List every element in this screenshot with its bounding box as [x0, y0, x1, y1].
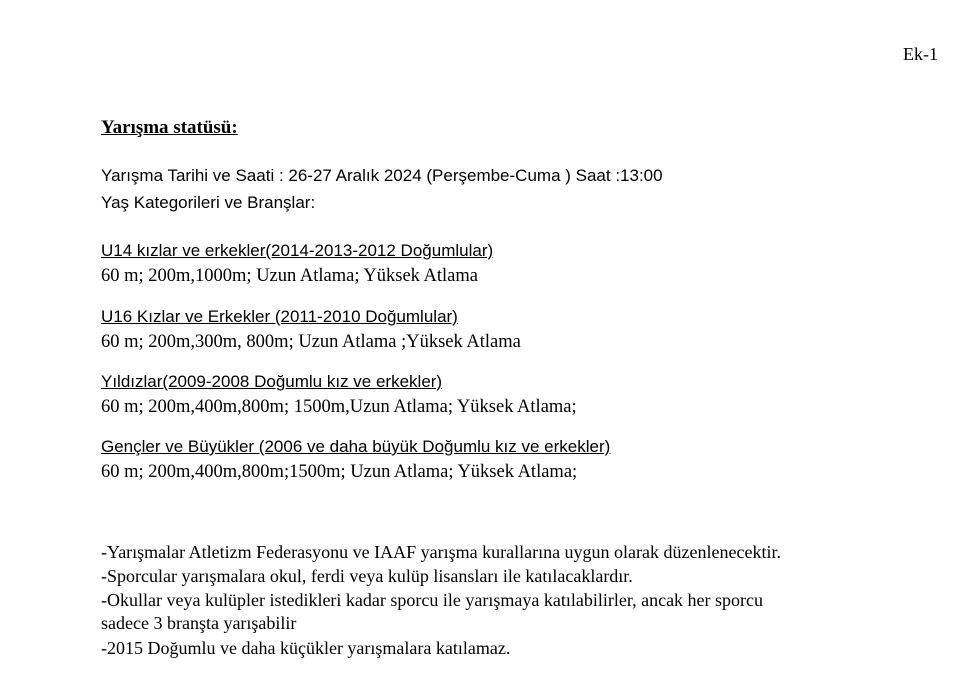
categories-label: Yaş Kategorileri ve Branşlar: [101, 193, 316, 212]
note-athlete-count: -Okullar veya kulüpler istedikleri kadar sporcu ile yarışmaya katılabilirler, ancak her sporcu [101, 590, 764, 610]
category-events-yildizlar: 60 m; 200m,400m,800m; 1500m,Uzun Atlama; Yüksek Atlama; [101, 397, 577, 417]
note-licenses: -Sporcular yarışmalara okul, ferdi veya kulüp lisansları ile katılacaklardır. [101, 566, 633, 586]
note-branch-limit: sadece 3 branşta yarışabilir [101, 613, 297, 633]
note-age-restriction: -2015 Doğumlu ve daha küçükler yarışmalara katılamaz. [101, 638, 511, 658]
category-heading-u16: U16 Kızlar ve Erkekler (2011-2010 Doğumlular) [101, 307, 458, 326]
category-heading-u14: U14 kızlar ve erkekler(2014-2013-2012 Doğumlular) [101, 241, 494, 260]
category-events-gencler: 60 m; 200m,400m,800m;1500m; Uzun Atlama; Yüksek Atlama; [101, 462, 578, 482]
category-heading-gencler: Gençler ve Büyükler (2006 ve daha büyük Doğumlu kız ve erkekler) [101, 437, 611, 456]
category-events-u16: 60 m; 200m,300m, 800m; Uzun Atlama ;Yüksek Atlama [101, 332, 521, 352]
annex-label: Ek-1 [903, 44, 938, 64]
category-heading-yildizlar: Yıldızlar(2009-2008 Doğumlu kız ve erkekler) [101, 372, 443, 391]
date-line: Yarışma Tarihi ve Saati : 26-27 Aralık 2024 (Perşembe-Cuma ) Saat :13:00 [101, 166, 663, 185]
category-events-u14: 60 m; 200m,1000m; Uzun Atlama; Yüksek Atlama [101, 266, 478, 286]
page-title: Yarışma statüsü: [101, 117, 238, 138]
note-rules: -Yarışmalar Atletizm Federasyonu ve IAAF yarışma kurallarına uygun olarak düzenlenecektir. [101, 542, 781, 562]
